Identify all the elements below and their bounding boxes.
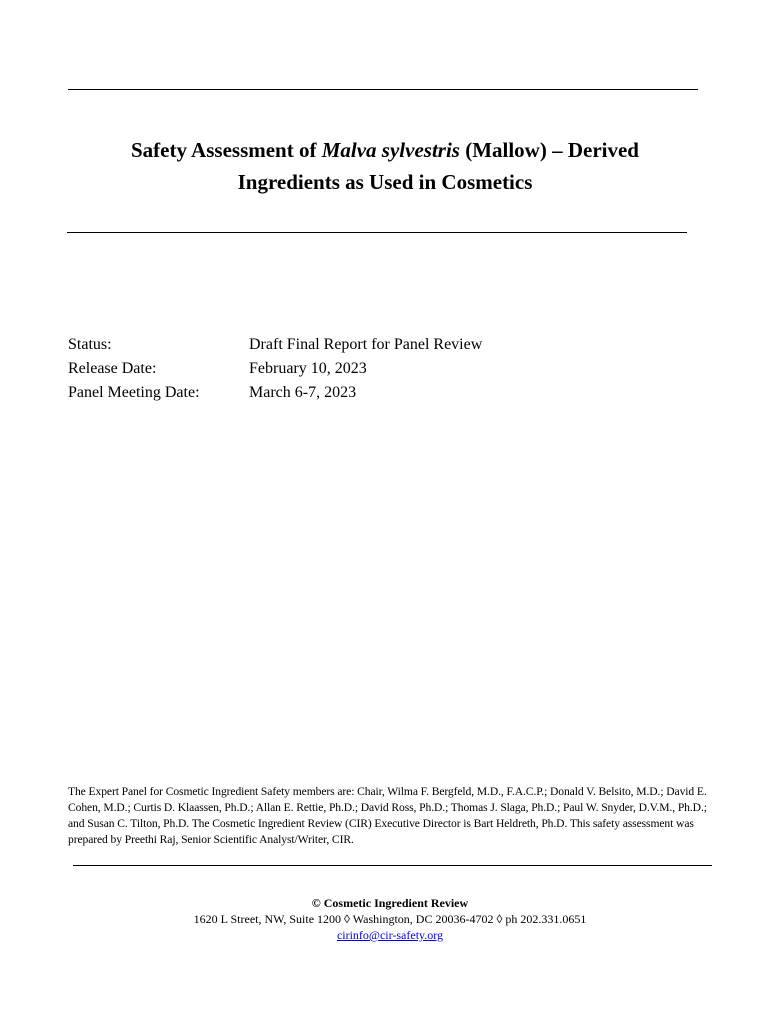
- title-suffix: (Mallow) – Derived: [459, 138, 639, 162]
- footer-divider: [73, 865, 712, 866]
- footer-organization: © Cosmetic Ingredient Review: [311, 896, 469, 910]
- footer: [70, 895, 710, 943]
- release-date-label: Release Date:: [68, 360, 157, 377]
- release-date-row: [68, 357, 482, 381]
- status-row: [68, 333, 482, 357]
- report-metadata: [68, 333, 482, 405]
- document-title: [40, 134, 730, 198]
- release-date-value: February 10, 2023: [249, 360, 367, 377]
- title-line-2: Ingredients as Used in Cosmetics: [237, 170, 533, 194]
- footer-address: 1620 L Street, NW, Suite 1200 ◊ Washington, DC 20036-4702 ◊ ph 202.331.0651: [193, 912, 587, 926]
- panel-meeting-date-value: March 6-7, 2023: [249, 384, 357, 401]
- panel-meeting-date-label: Panel Meeting Date:: [68, 384, 200, 401]
- panel-meeting-date-row: [68, 381, 482, 405]
- title-species: Malva sylvestris: [321, 138, 460, 162]
- footer-email-link[interactable]: cirinfo@cir-safety.org: [336, 928, 444, 942]
- title-prefix: Safety Assessment of: [130, 138, 322, 162]
- expert-panel-paragraph: The Expert Panel for Cosmetic Ingredient Safety members are: Chair, Wilma F. Bergfeld, M.D., F.A.C.P.; Donald V. Belsito, M.D.; David E. Cohen, M.D.; Curtis D. Klaassen, Ph.D.; Allan E. Rettie, Ph.D.; David Ross, Ph.D.; Thomas J. Slaga, Ph.D.; Paul W. Snyder, D.V.M., Ph.D.; and Susan C. Tilton, Ph.D. The Cosmetic Ingredient Review (CIR) Executive Director is Bart Heldreth, Ph.D. This safety assessment was prepared by Preethi Raj, Senior Scientific Analyst/Writer, CIR.: [68, 785, 707, 846]
- status-value: Draft Final Report for Panel Review: [249, 336, 483, 353]
- title-line-1: [40, 134, 730, 166]
- status-label: Status:: [68, 336, 112, 353]
- title-bottom-divider: [67, 232, 687, 233]
- top-divider: [68, 89, 698, 90]
